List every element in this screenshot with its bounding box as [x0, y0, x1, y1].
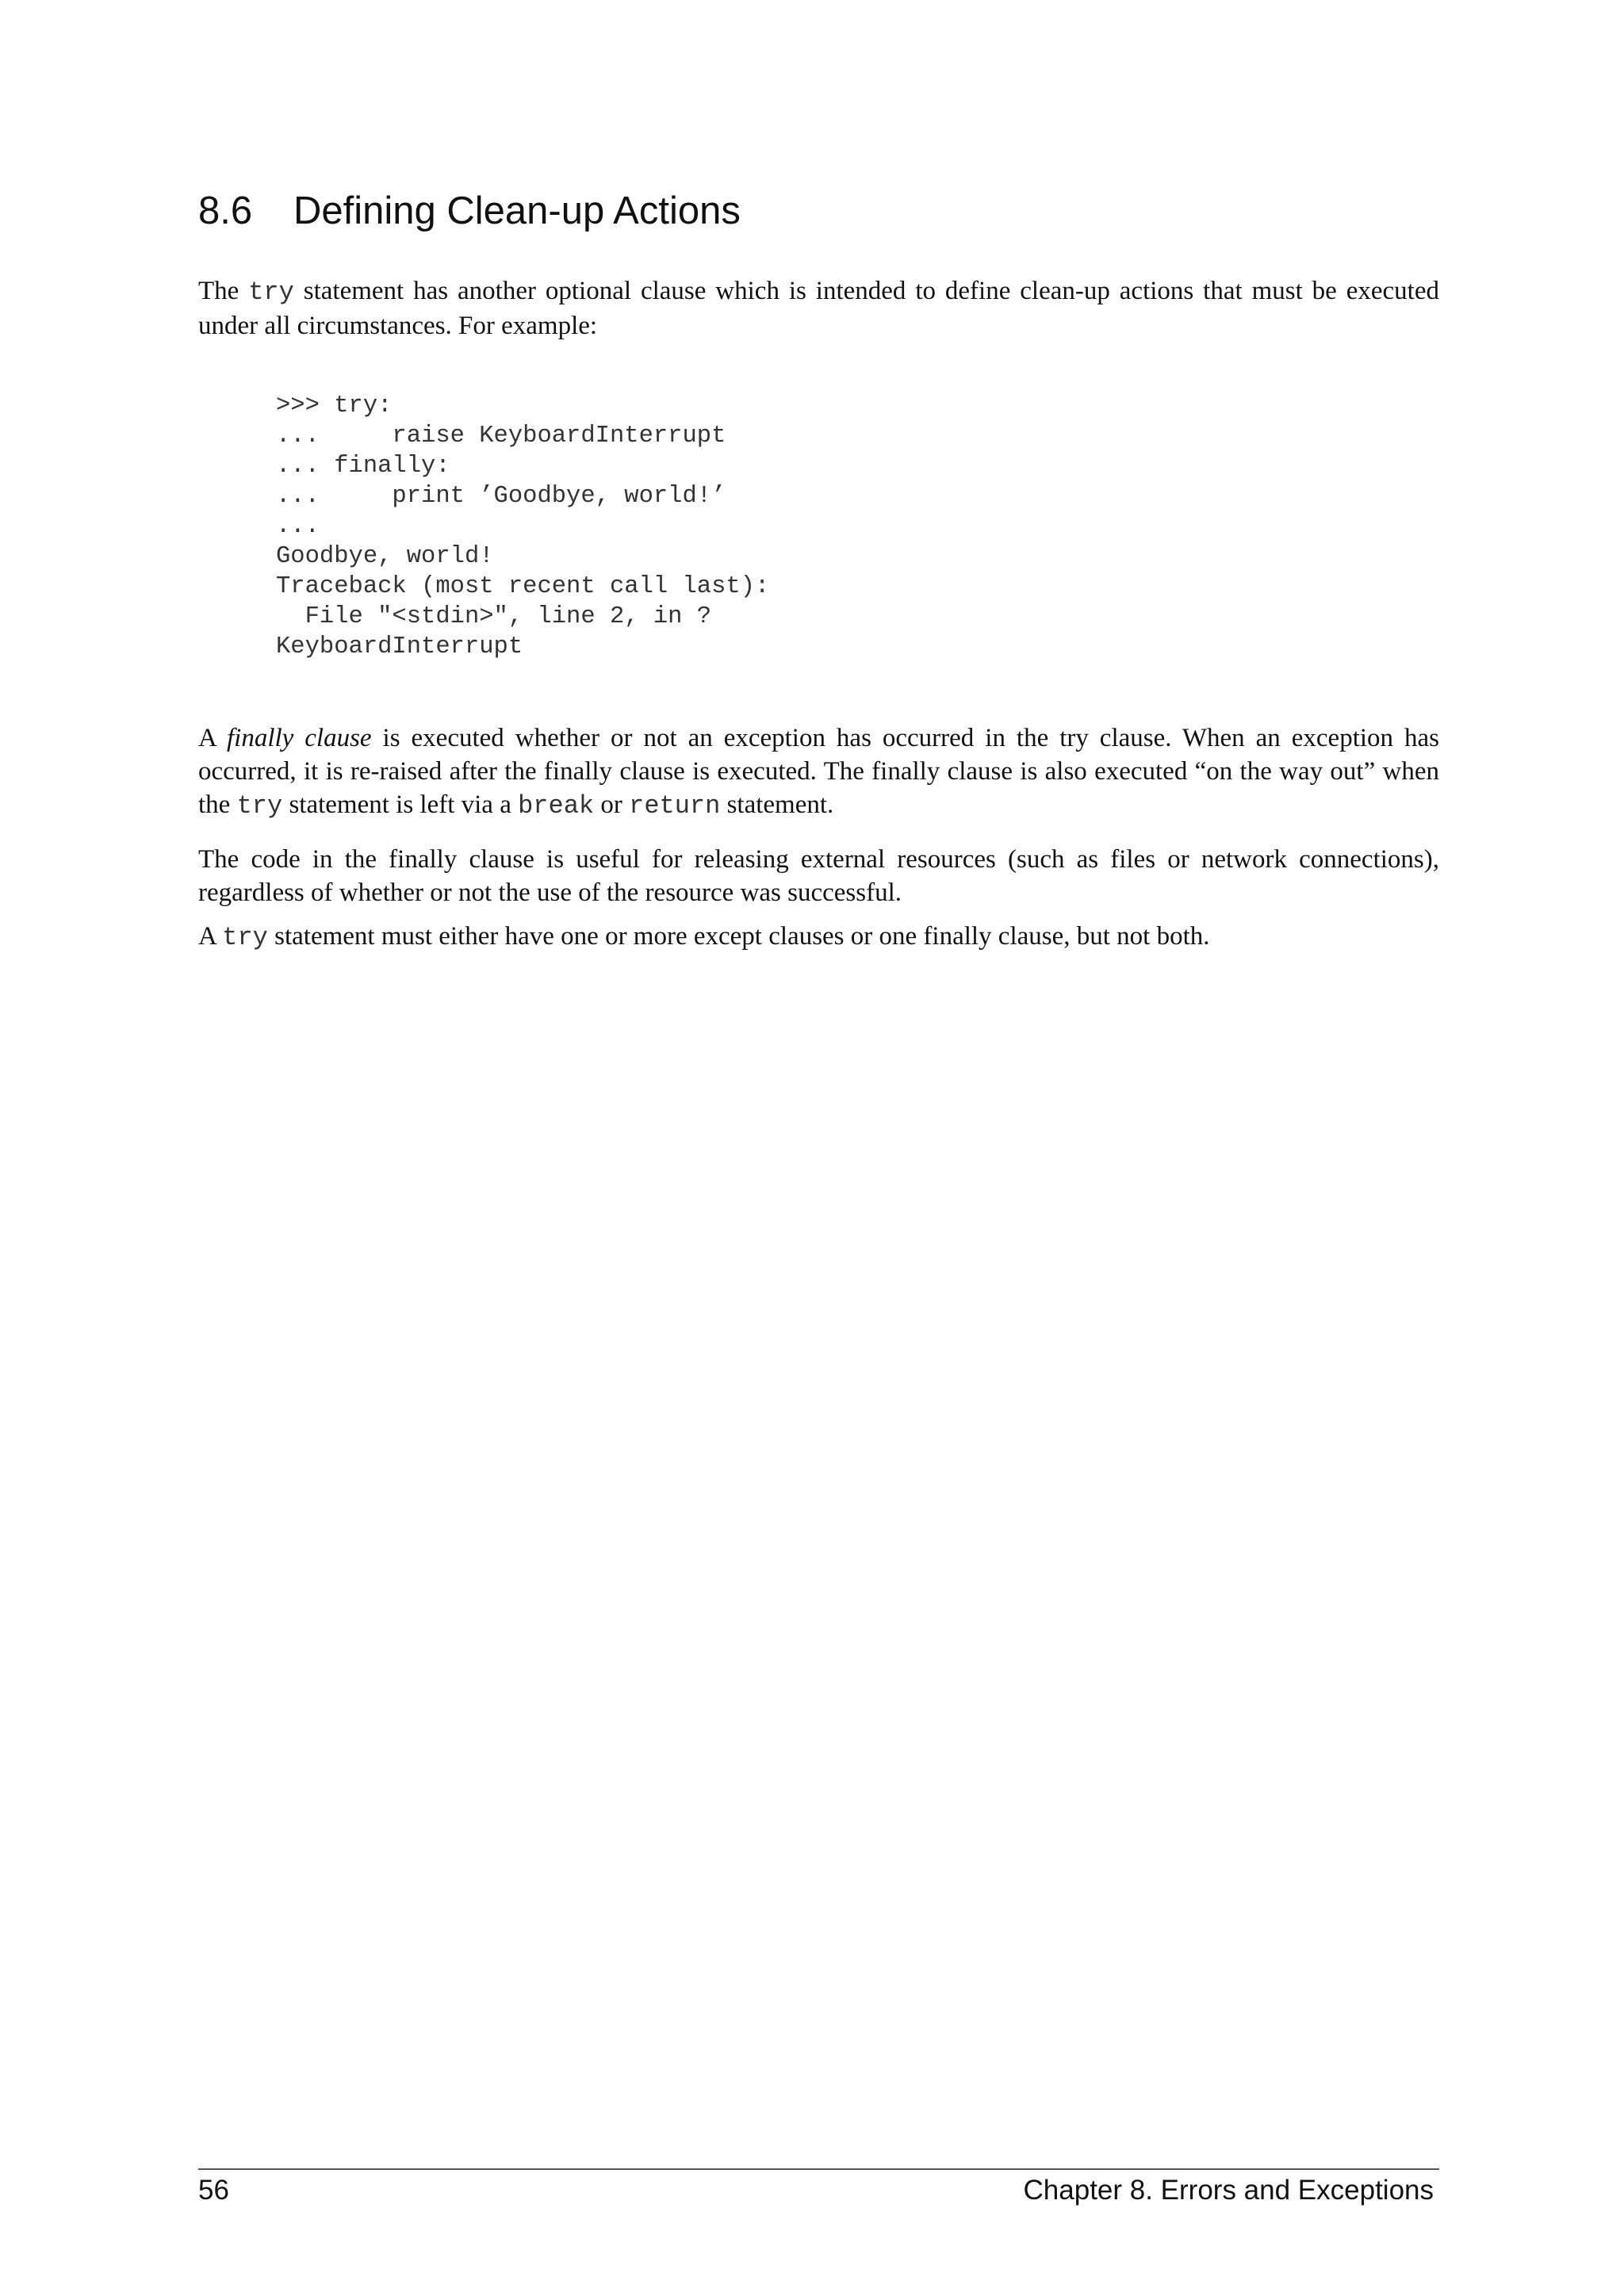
inline-code-try: try [222, 923, 268, 952]
either-clause-paragraph [198, 920, 1439, 955]
code-line: ... [276, 513, 320, 540]
resources-paragraph: The code in the finally clause is useful for releasing external resources (such as files or network connections), regardless of whether or not the use of the resource was successful. [198, 845, 1439, 907]
code-line: Traceback (most recent call last): [276, 573, 770, 600]
intro-text-1: The [198, 277, 249, 305]
chapter-title: Chapter 8. Errors and Exceptions [1023, 2175, 1434, 2206]
code-line: ... print ’Goodbye, world!’ [276, 483, 726, 510]
either-text-1: A [198, 922, 223, 951]
intro-text-2: statement has another optional clause which is intended to define clean-up actions that must be executed under all circumstances. For example: [198, 277, 1439, 340]
inline-code-break: break [518, 791, 595, 821]
finally-text-4: or [594, 790, 630, 819]
code-line: Goodbye, world! [276, 543, 494, 570]
code-line: ... finally: [276, 453, 450, 480]
finally-text-3: statement is left via a [282, 790, 519, 819]
code-line: >>> try: [276, 392, 393, 419]
inline-code-try: try [248, 277, 294, 307]
code-line: KeyboardInterrupt [276, 633, 523, 660]
code-line: ... raise KeyboardInterrupt [276, 423, 726, 450]
section-number: 8.6 [198, 189, 253, 232]
finally-clause-paragraph [198, 721, 1439, 823]
finally-text-1: A [198, 724, 227, 752]
section-title-text: Defining Clean-up Actions [293, 189, 741, 232]
finally-text-5: statement. [720, 790, 834, 819]
section-heading [198, 187, 741, 235]
either-text-2: statement must either have one or more except clauses or one finally clause, but not both. [267, 922, 1210, 951]
intro-paragraph [198, 274, 1439, 342]
code-example [276, 391, 769, 662]
footer-rule [198, 2168, 1439, 2170]
inline-code-try: try [236, 791, 283, 821]
finally-clause-term: finally clause [226, 724, 372, 752]
inline-code-return: return [629, 791, 721, 821]
page-number: 56 [198, 2175, 229, 2206]
code-line: File "<stdin>", line 2, in ? [276, 603, 712, 630]
finally-text-2: is executed whether or not an exception has occurred in the try clause. When an exception has occurred, it is re-raised after the finally clause is executed. The finally clause is also executed “on the way out” when the [198, 724, 1439, 819]
